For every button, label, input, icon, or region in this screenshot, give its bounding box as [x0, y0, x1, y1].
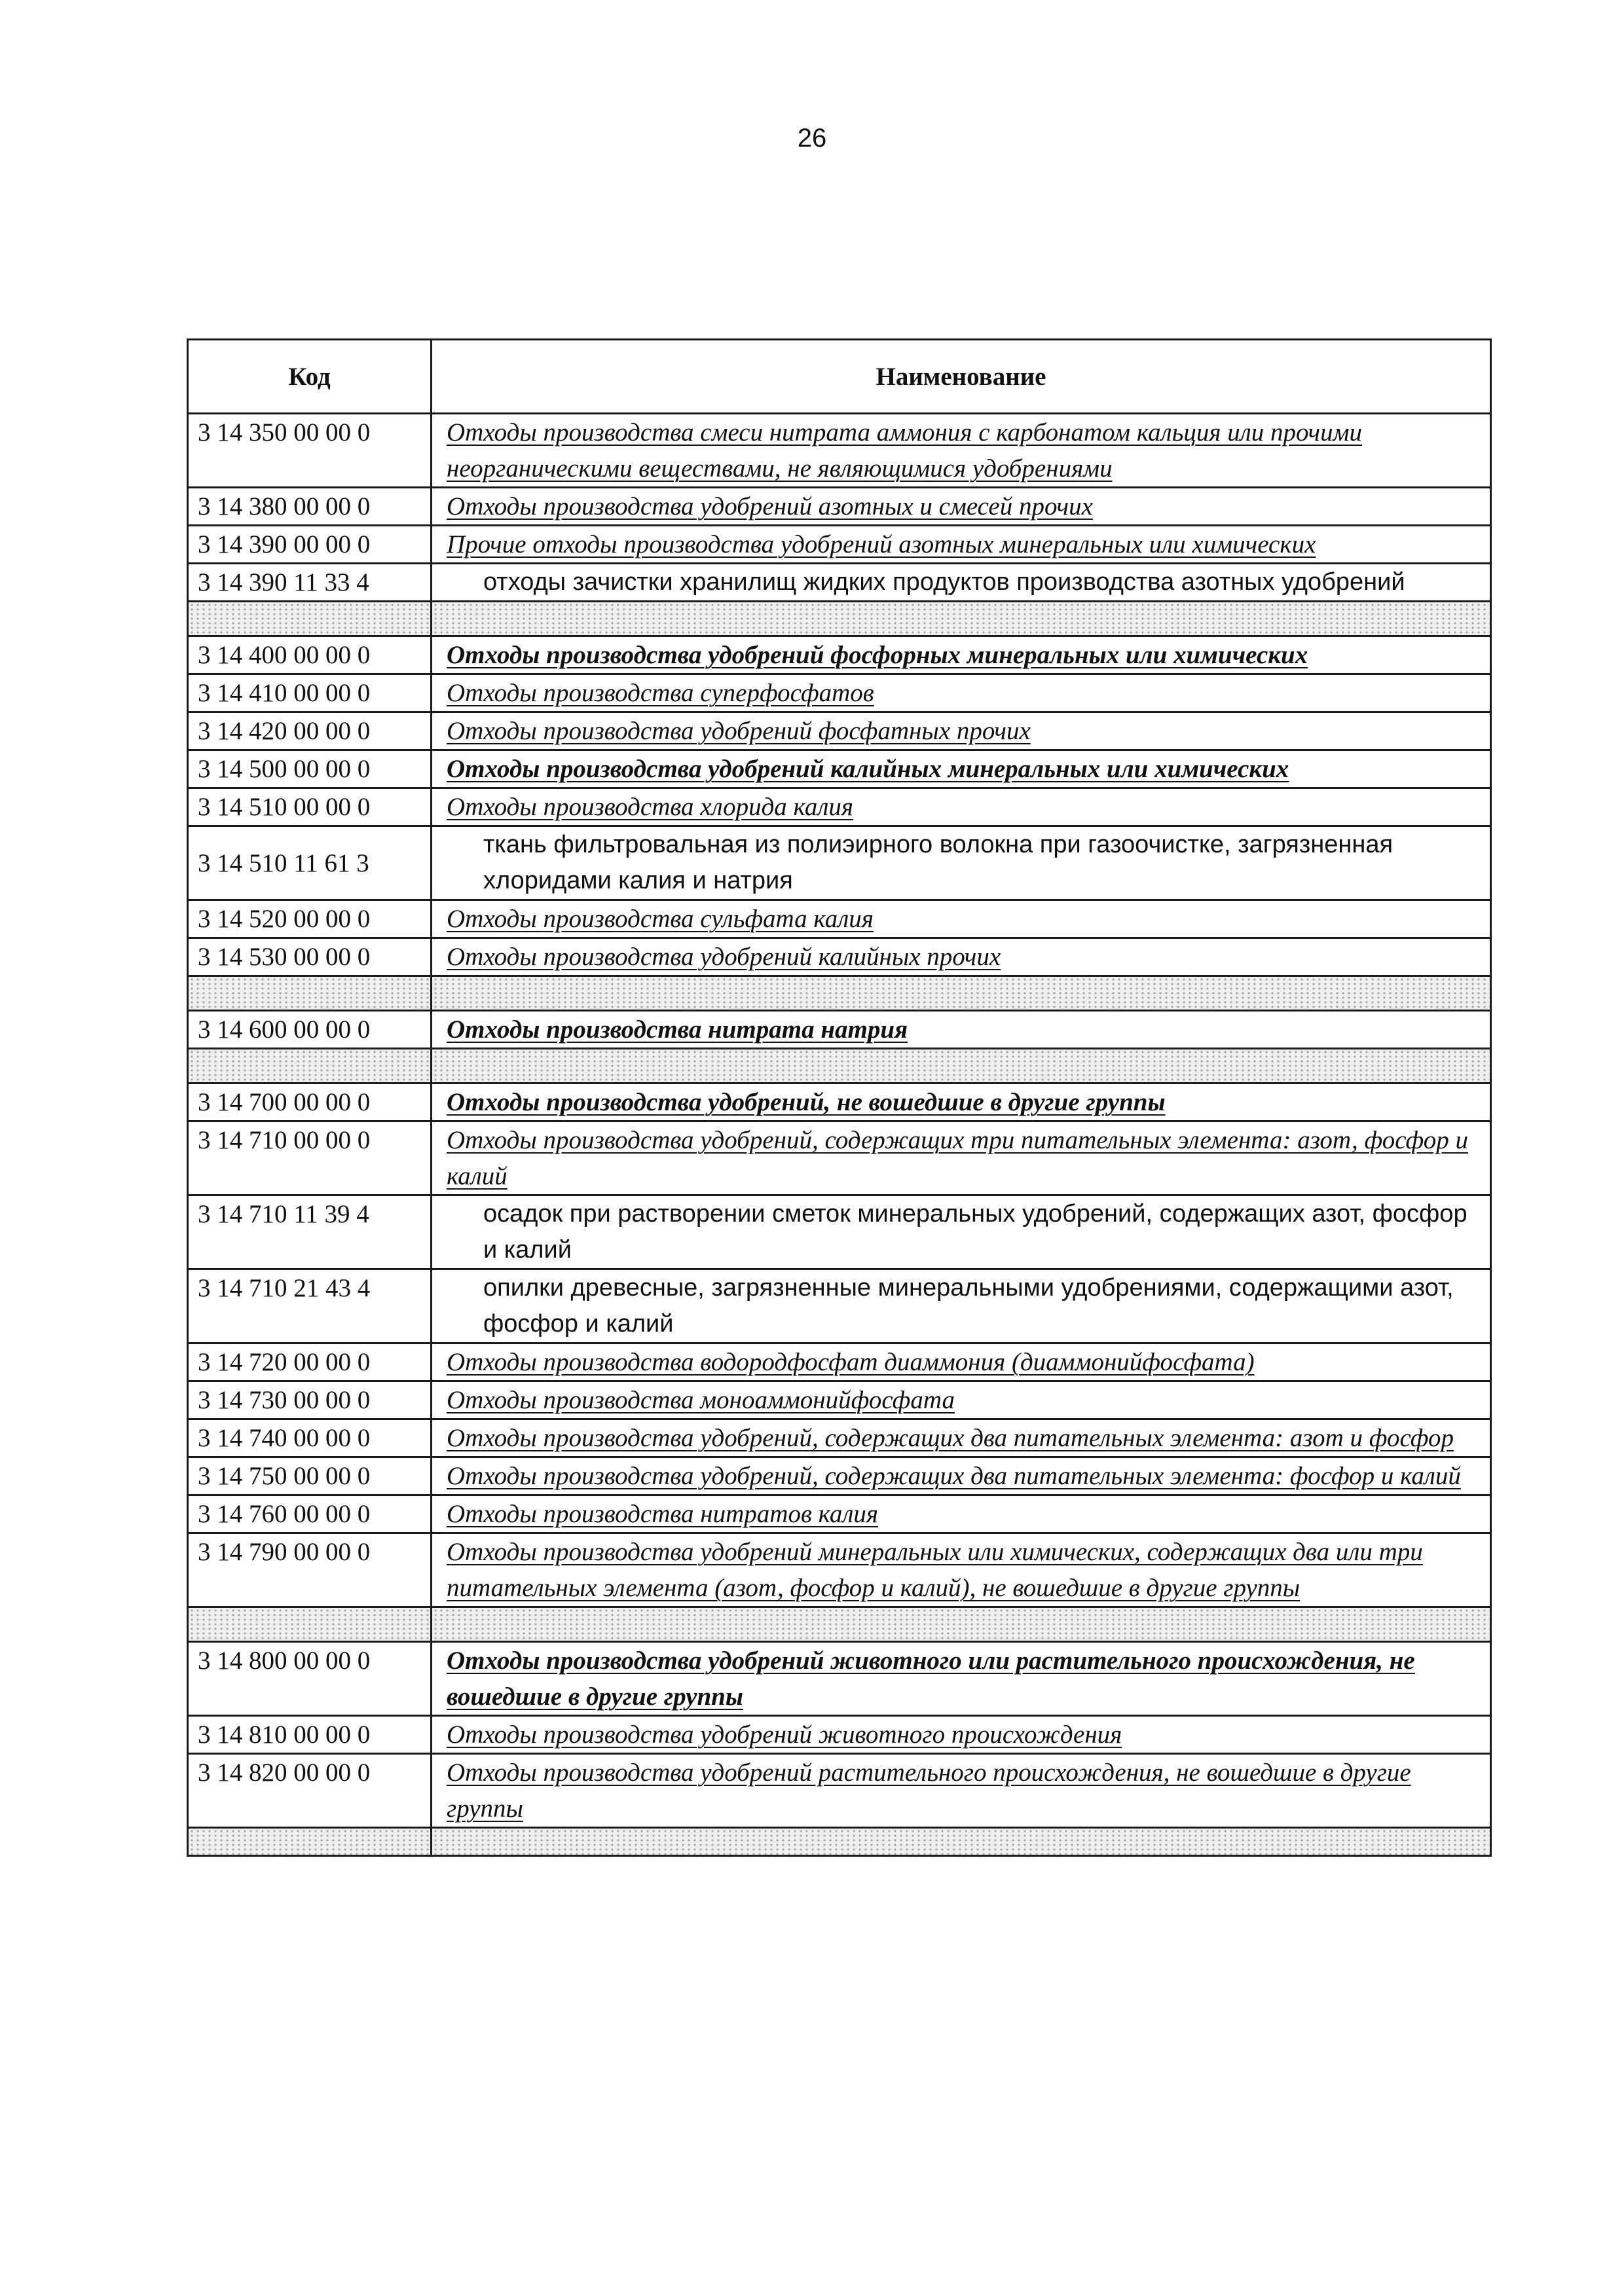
table-row — [188, 414, 1491, 488]
code-cell: 3 14 810 00 00 0 — [188, 1716, 432, 1754]
code-cell: 3 14 710 11 39 4 — [188, 1195, 432, 1269]
header-code: Код — [188, 340, 432, 414]
code-cell: 3 14 350 00 00 0 — [188, 414, 432, 488]
separator-cell — [432, 976, 1491, 1011]
code-cell: 3 14 410 00 00 0 — [188, 674, 432, 712]
name-cell: Отходы производства удобрений, не вошедшие в другие группы — [432, 1084, 1491, 1121]
name-cell: Отходы производства хлорида калия — [432, 788, 1491, 826]
name-cell: Отходы производства удобрений азотных и смесей прочих — [432, 488, 1491, 526]
name-cell: Отходы производства удобрений фосфатных прочих — [432, 712, 1491, 750]
code-cell: 3 14 390 00 00 0 — [188, 526, 432, 564]
table-row — [188, 1381, 1491, 1419]
code-cell: 3 14 520 00 00 0 — [188, 900, 432, 938]
table-row — [188, 712, 1491, 750]
table-row — [188, 788, 1491, 826]
name-cell: Отходы производства моноаммонийфосфата — [432, 1381, 1491, 1419]
code-cell: 3 14 420 00 00 0 — [188, 712, 432, 750]
separator-cell — [188, 1828, 432, 1856]
code-cell: 3 14 380 00 00 0 — [188, 488, 432, 526]
name-cell: Отходы производства удобрений минеральных или химических, содержащих два или три питательных элемента (азот, фосфор и калий), не вошедшие в другие группы — [432, 1533, 1491, 1607]
name-cell: Отходы производства суперфосфатов — [432, 674, 1491, 712]
code-cell: 3 14 400 00 00 0 — [188, 636, 432, 674]
name-cell: Отходы производства удобрений калийных минеральных или химических — [432, 750, 1491, 788]
name-cell: Отходы производства смеси нитрата аммония с карбонатом кальция или прочими неорганическими веществами, не являющимися удобрениями — [432, 414, 1491, 488]
code-cell: 3 14 600 00 00 0 — [188, 1011, 432, 1049]
separator-cell — [188, 1607, 432, 1642]
name-cell: Отходы производства удобрений животного происхождения — [432, 1716, 1491, 1754]
code-cell: 3 14 710 21 43 4 — [188, 1269, 432, 1343]
name-cell: Отходы производства нитратов калия — [432, 1495, 1491, 1533]
table-row — [188, 1121, 1491, 1195]
separator-cell — [188, 976, 432, 1011]
name-cell: осадок при растворении сметок минеральных удобрений, содержащих азот, фосфор и калий — [432, 1195, 1491, 1269]
table-row — [188, 938, 1491, 976]
code-cell: 3 14 750 00 00 0 — [188, 1457, 432, 1495]
name-cell: опилки древесные, загрязненные минеральными удобрениями, содержащими азот, фосфор и калий — [432, 1269, 1491, 1343]
separator-cell — [188, 1049, 432, 1084]
table-row — [188, 526, 1491, 564]
code-cell: 3 14 390 11 33 4 — [188, 564, 432, 602]
name-cell: Отходы производства удобрений растительного происхождения, не вошедшие в другие группы — [432, 1754, 1491, 1828]
table-row — [188, 1419, 1491, 1457]
code-cell: 3 14 500 00 00 0 — [188, 750, 432, 788]
table-row — [188, 674, 1491, 712]
code-cell: 3 14 510 00 00 0 — [188, 788, 432, 826]
code-cell: 3 14 800 00 00 0 — [188, 1642, 432, 1716]
table-body — [188, 414, 1491, 1856]
name-cell: Отходы производства нитрата натрия — [432, 1011, 1491, 1049]
header-name: Наименование — [432, 340, 1491, 414]
name-cell: ткань фильтровальная из полиэирного волокна при газоочистке, загрязненная хлоридами калия и натрия — [432, 826, 1491, 900]
table-row — [188, 976, 1491, 1011]
table-row — [188, 1084, 1491, 1121]
table-row — [188, 900, 1491, 938]
code-cell: 3 14 760 00 00 0 — [188, 1495, 432, 1533]
page-number: 26 — [797, 124, 827, 153]
name-cell: Отходы производства водородфосфат диаммония (диаммонийфосфата) — [432, 1343, 1491, 1381]
separator-cell — [188, 602, 432, 636]
table-row — [188, 1533, 1491, 1607]
name-cell: отходы зачистки хранилищ жидких продуктов производства азотных удобрений — [432, 564, 1491, 602]
name-cell: Отходы производства удобрений животного или растительного происхождения, не вошедшие в другие группы — [432, 1642, 1491, 1716]
waste-code-table — [187, 338, 1492, 1857]
code-cell: 3 14 790 00 00 0 — [188, 1533, 432, 1607]
table-row — [188, 1607, 1491, 1642]
code-cell: 3 14 530 00 00 0 — [188, 938, 432, 976]
code-cell: 3 14 730 00 00 0 — [188, 1381, 432, 1419]
table-row — [188, 602, 1491, 636]
name-cell: Отходы производства удобрений калийных прочих — [432, 938, 1491, 976]
table-header-row — [188, 340, 1491, 414]
name-cell: Отходы производства удобрений, содержащих три питательных элемента: азот, фосфор и калий — [432, 1121, 1491, 1195]
table-row — [188, 750, 1491, 788]
table-row — [188, 1754, 1491, 1828]
table-row — [188, 1828, 1491, 1856]
code-cell: 3 14 510 11 61 3 — [188, 826, 432, 900]
table-row — [188, 1011, 1491, 1049]
code-cell: 3 14 820 00 00 0 — [188, 1754, 432, 1828]
table-row — [188, 1642, 1491, 1716]
separator-cell — [432, 1828, 1491, 1856]
table-row — [188, 564, 1491, 602]
name-cell: Отходы производства удобрений, содержащих два питательных элемента: фосфор и калий — [432, 1457, 1491, 1495]
code-cell: 3 14 720 00 00 0 — [188, 1343, 432, 1381]
table-row — [188, 1495, 1491, 1533]
code-cell: 3 14 740 00 00 0 — [188, 1419, 432, 1457]
name-cell: Отходы производства удобрений фосфорных минеральных или химических — [432, 636, 1491, 674]
code-cell: 3 14 710 00 00 0 — [188, 1121, 432, 1195]
separator-cell — [432, 602, 1491, 636]
table-row — [188, 636, 1491, 674]
name-cell: Отходы производства сульфата калия — [432, 900, 1491, 938]
name-cell: Отходы производства удобрений, содержащих два питательных элемента: азот и фосфор — [432, 1419, 1491, 1457]
name-cell: Прочие отходы производства удобрений азотных минеральных или химических — [432, 526, 1491, 564]
separator-cell — [432, 1049, 1491, 1084]
table-row — [188, 1457, 1491, 1495]
table-row — [188, 1716, 1491, 1754]
table-row — [188, 1343, 1491, 1381]
table-row — [188, 1269, 1491, 1343]
table-row — [188, 1195, 1491, 1269]
table-row — [188, 826, 1491, 900]
table-row — [188, 488, 1491, 526]
code-cell: 3 14 700 00 00 0 — [188, 1084, 432, 1121]
separator-cell — [432, 1607, 1491, 1642]
table-row — [188, 1049, 1491, 1084]
